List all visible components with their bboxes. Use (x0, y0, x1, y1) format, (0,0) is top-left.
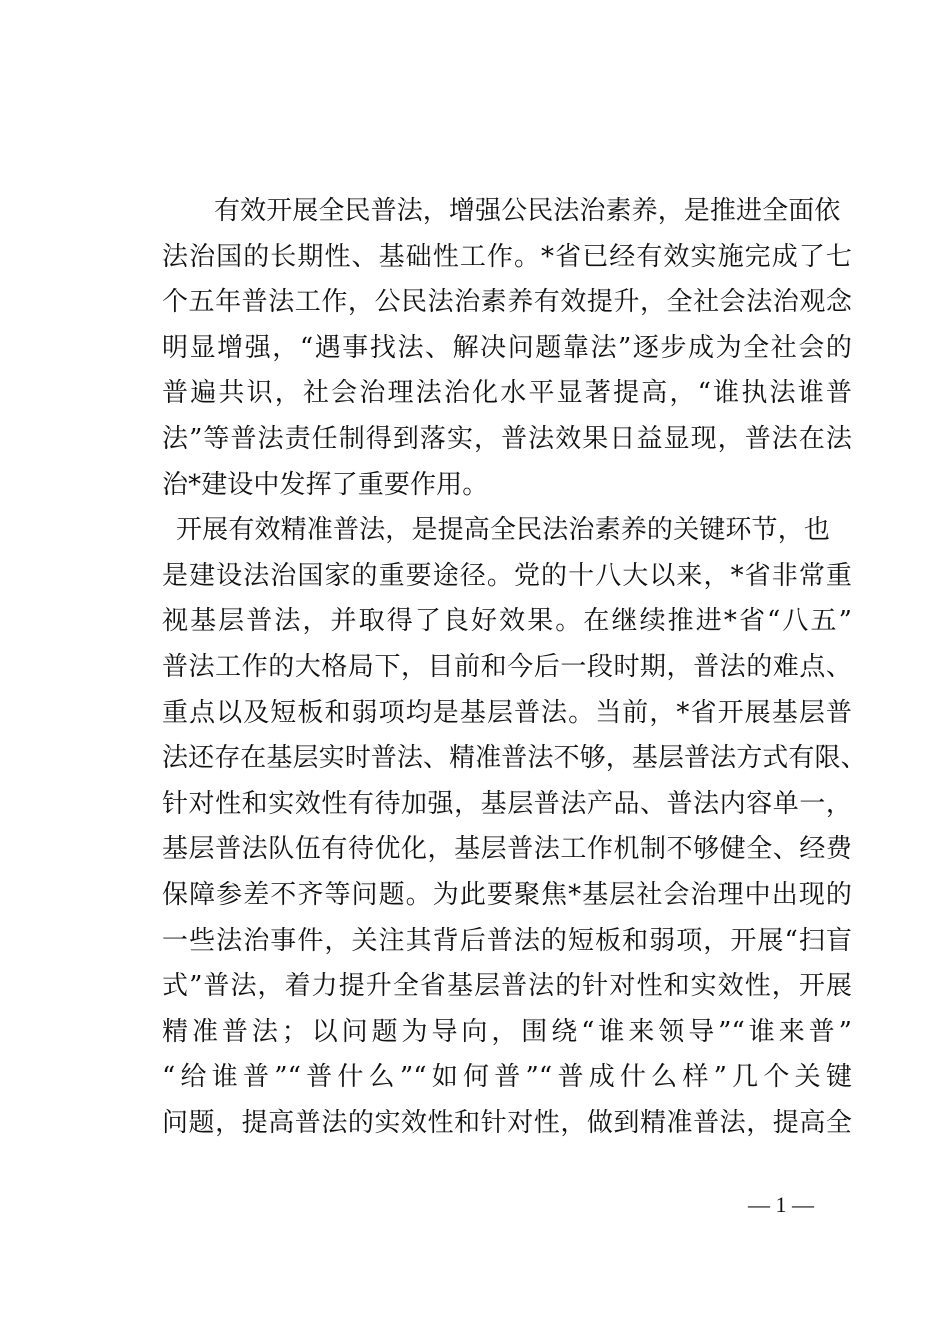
paragraph-line: 明显增强，“遇事找法、解决问题靠法”逐步成为全社会的 (162, 332, 852, 363)
paragraph-line: 视基层普法，并取得了良好效果。在继续推进*省“八五” (162, 606, 852, 637)
paragraph-line: 个五年普法工作，公民法治素养有效提升，全社会法治观念 (162, 287, 852, 318)
paragraph-line: 法还存在基层实时普法、精准普法不够，基层普法方式有限、 (162, 743, 867, 774)
paragraph-line: 重点以及短板和弱项均是基层普法。当前，*省开展基层普 (162, 697, 852, 728)
paragraph-line: 针对性和实效性有待加强，基层普法产品、普法内容单一， (162, 788, 852, 819)
paragraph-line: 法”等普法责任制得到落实，普法效果日益显现，普法在法 (162, 423, 852, 454)
paragraph-line: “给谁普”“普什么”“如何普”“普成什么样”几个关键 (162, 1062, 852, 1093)
document-body (162, 189, 867, 1146)
paragraph-line: 基层普法队伍有待优化，基层普法工作机制不够健全、经费 (162, 834, 852, 865)
paragraph-line: 精准普法；以问题为导向，围绕“谁来领导”“谁来普” (162, 1016, 852, 1047)
paragraph-2 (162, 508, 867, 1146)
paragraph-line: 保障参差不齐等问题。为此要聚焦*基层社会治理中出现的 (162, 879, 852, 910)
paragraph-line: 式”普法，着力提升全省基层普法的针对性和实效性，开展 (162, 971, 852, 1002)
page-number: — 1 — (748, 1192, 814, 1217)
paragraph-line: 法治国的长期性、基础性工作。*省已经有效实施完成了七 (162, 241, 852, 272)
paragraph-line: 普法工作的大格局下，目前和今后一段时期，普法的难点、 (162, 651, 852, 682)
paragraph-line: 开展有效精准普法，是提高全民法治素养的关键环节，也 (176, 515, 830, 546)
paragraph-line: 普遍共识，社会治理法治化水平显著提高，“谁执法谁普 (162, 378, 852, 409)
paragraph-1 (162, 189, 852, 508)
paragraph-line: 有效开展全民普法，增强公民法治素养，是推进全面依 (214, 196, 841, 226)
paragraph-line: 一些法治事件，关注其背后普法的短板和弱项，开展“扫盲 (162, 925, 852, 956)
paragraph-line: 问题，提高普法的实效性和针对性，做到精准普法，提高全 (162, 1107, 852, 1138)
paragraph-line: 是建设法治国家的重要途径。党的十八大以来，*省非常重 (162, 560, 852, 591)
paragraph-line: 治*建设中发挥了重要作用。 (162, 469, 489, 500)
